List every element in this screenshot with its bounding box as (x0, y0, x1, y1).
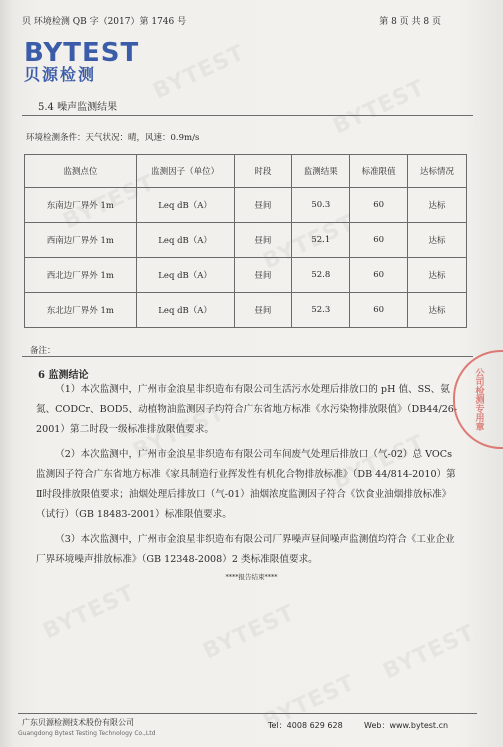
watermark (149, 40, 249, 104)
header-cell: 监测结果 (292, 155, 350, 188)
page-counter: 第 8 页 共 8 页 (379, 17, 441, 27)
cell-factor: Leq dB（A） (136, 188, 234, 223)
noise-results-table (24, 154, 467, 328)
watermark (329, 75, 429, 139)
conclusion-paragraph-3: （3）本次监测中，广州市金浪星非织造布有限公司厂界噪声昼间噪声监测值均符合《工业企业厂界环境噪声排放标准》（GB 12348-2008）2 类标准限值要求。 (36, 534, 455, 565)
cell-status: 达标 (408, 258, 467, 293)
table-note: 备注： (30, 346, 56, 356)
cell-location: 西南边厂界外 1m (25, 223, 137, 258)
watermark (199, 600, 299, 664)
cell-period: 昼间 (234, 223, 292, 258)
divider (22, 115, 473, 116)
cell-result: 52.1 (292, 223, 350, 258)
cell-limit: 60 (350, 223, 408, 258)
cell-period: 昼间 (234, 188, 292, 223)
cell-limit: 60 (350, 258, 408, 293)
header-cell: 标准限值 (350, 155, 408, 188)
conclusion-title: 6 监测结论 (38, 370, 89, 381)
test-conditions: 环境检测条件：天气状况：晴，风速：0.9m/s (26, 133, 200, 143)
logo-subtext: 贝源检测 (24, 65, 97, 84)
section-title: 5.4 噪声监测结果 (38, 102, 118, 113)
cell-location: 东北边厂界外 1m (25, 293, 137, 328)
cell-status: 达标 (408, 188, 467, 223)
cell-factor: Leq dB（A） (136, 293, 234, 328)
watermark (379, 620, 479, 684)
divider (22, 356, 473, 357)
header-cell: 时段 (234, 155, 292, 188)
conclusion-paragraph-1: （1）本次监测中，广州市金浪星非织造布有限公司生活污水处理后排放口的 pH 值、SS、氨氮、CODCr、BOD5、动植物油监测因子均符合广东省地方标准《水污染物排放限值》（DB44/26-2001）第二时段一级标准排放限值要求。 (36, 384, 458, 435)
table-row (25, 293, 467, 328)
cell-period: 昼间 (234, 293, 292, 328)
cell-factor: Leq dB（A） (136, 258, 234, 293)
footer-divider (18, 713, 477, 714)
cell-limit: 60 (350, 188, 408, 223)
footer-company-en: Guangdong Bytest Testing Technology Co.,Ltd (18, 730, 156, 737)
cell-location: 东南边厂界外 1m (25, 188, 137, 223)
report-end-marker: ****报告结束**** (225, 573, 278, 581)
header-cell: 监测因子（单位） (136, 155, 234, 188)
cell-result: 50.3 (292, 188, 350, 223)
table-row (25, 188, 467, 223)
table-header-row (25, 155, 467, 188)
seal-text: 公司检测专用章 (473, 368, 484, 431)
header-cell: 达标情况 (408, 155, 467, 188)
watermark (39, 580, 139, 644)
header-cell: 监测点位 (25, 155, 137, 188)
company-logo (24, 40, 139, 84)
report-number: 贝 环境检测 QB 字（2017）第 1746 号 (22, 17, 187, 27)
conclusion-paragraph-2: （2）本次监测中，广州市金浪星非织造布有限公司车间废气处理后排放口（气-02）总 VOCs 监测因子符合广东省地方标准《家具制造行业挥发性有机化合物排放标准》（DB 44/814-2010）第Ⅱ时段排放限值要求；油烟处理后排放口（气-01）油烟浓度监测因子符合《饮食业油烟排放标准》（试行）（GB 18483-2001）标准限值要求。 (36, 449, 456, 520)
footer-phone: Tel：4008 629 628 (268, 721, 343, 730)
table-row (25, 258, 467, 293)
cell-status: 达标 (408, 293, 467, 328)
table-row (25, 223, 467, 258)
footer-website: Web：www.bytest.cn (364, 721, 449, 730)
cell-period: 昼间 (234, 258, 292, 293)
logo-text: BYTEST (24, 38, 140, 68)
cell-factor: Leq dB（A） (136, 223, 234, 258)
cell-result: 52.8 (292, 258, 350, 293)
cell-status: 达标 (408, 223, 467, 258)
footer-company: 广东贝源检测技术股份有限公司 (22, 718, 134, 727)
cell-limit: 60 (350, 293, 408, 328)
cell-result: 52.3 (292, 293, 350, 328)
cell-location: 西北边厂界外 1m (25, 258, 137, 293)
